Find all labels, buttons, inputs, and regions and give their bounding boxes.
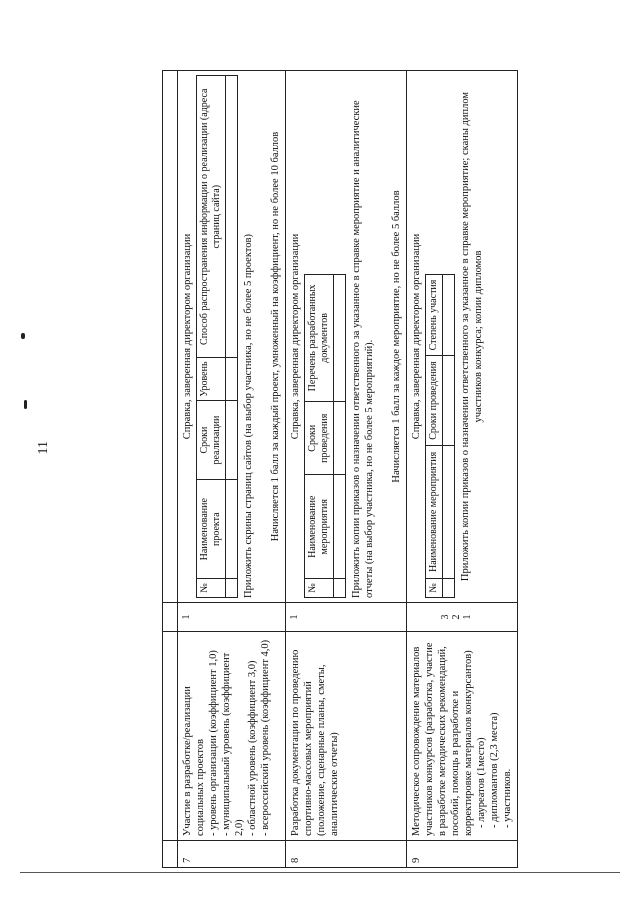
score-cell — [407, 603, 518, 632]
inner-header: № — [197, 579, 226, 598]
criterion-title — [407, 632, 518, 841]
table-row — [407, 71, 518, 868]
criterion-level: - дипломантов (2,3 места) — [489, 712, 500, 828]
inner-header: Сроки реализации — [197, 400, 226, 480]
table-row-header-stub — [163, 71, 178, 868]
score-cell — [286, 603, 407, 632]
table-row — [178, 71, 286, 868]
requirement-note: Приложить копии приказов о назначении ответственного за указанное в справке мероприятие и аналитические отчеты (на выбор участника, но не более 5 мероприятий). — [351, 100, 375, 598]
inner-header: № — [305, 579, 334, 598]
row-number: 8 — [286, 841, 407, 868]
criterion-level: - всероссийский уровень (коэффициент 4,0) — [260, 639, 271, 836]
scan-speck — [24, 400, 27, 409]
requirement-note: Приложить скрины страниц сайтов (на выбор участника, но не более 5 проектов) — [243, 234, 254, 598]
requirements-cell — [407, 71, 518, 603]
inner-table — [196, 75, 238, 598]
inner-header: № — [426, 579, 443, 598]
inner-table-caption: Справка, заверенная директором организации — [411, 233, 422, 440]
score-value: 3 — [440, 614, 451, 620]
score-value: 1 — [289, 614, 300, 620]
criterion-level: - областной уровень (коэффициент 3,0) — [247, 660, 258, 836]
criteria-table — [162, 70, 518, 868]
criterion-title-text: Методическое сопровождение материалов участников конкурсов (разработка, участие в разработке методических рекомендаций, пособий, помощь в разработке и корректировке материалов конкурсантов) — [411, 642, 474, 836]
row-number: 7 — [178, 841, 286, 868]
inner-header: Наименование проекта — [197, 480, 226, 579]
table-row — [286, 71, 407, 868]
requirement-note: Приложить копии приказов о назначении ответственного за указанное в справке мероприятие; сканы диплом участников конкурса; копии дипломов — [460, 91, 484, 582]
inner-header: Сроки проведения — [305, 402, 334, 476]
inner-header: Способ распространения информации о реализации (адреса страниц сайта) — [197, 76, 226, 358]
inner-header: Наименование мероприятия — [426, 445, 443, 578]
requirements-cell — [178, 71, 286, 603]
criterion-level: - муниципальный уровень (коэффициент 2,0) — [221, 652, 245, 836]
criterion-level: - уровень организации (коэффициент 1,0) — [208, 650, 219, 836]
criterion-title — [286, 632, 407, 841]
inner-header: Уровень — [197, 358, 226, 400]
inner-table — [304, 274, 346, 598]
criterion-level: - лауреатов (1место) — [476, 737, 487, 828]
inner-header: Сроки проведения — [426, 356, 443, 446]
scan-speck — [21, 333, 25, 339]
inner-table-caption: Справка, заверенная директором организации — [182, 233, 193, 440]
inner-header: Степень участия — [426, 274, 443, 355]
inner-table-caption: Справка, заверенная директором организации — [290, 233, 301, 440]
criterion-level: - участников. — [502, 768, 513, 828]
score-value: 2 — [451, 614, 462, 620]
requirements-cell — [286, 71, 407, 603]
criterion-title — [178, 632, 286, 841]
scoring-note: Начисляется 1 балл за каждое мероприятие, но не более 5 баллов — [391, 190, 402, 483]
inner-header: Перечень разработанных документов — [305, 274, 334, 401]
scoring-note: Начисляется 1 балл за каждый проект, умноженный на коэффициент, но не более 10 баллов — [270, 131, 281, 542]
criterion-title-text: Разработка документации по проведению спортивно-массовых мероприятий (положение, сценарные планы, сметы, аналитические отчеты) — [290, 649, 340, 836]
score-value: 1 — [181, 614, 192, 620]
inner-table — [425, 274, 455, 598]
row-number: 9 — [407, 841, 518, 868]
score-value: 1 — [462, 614, 473, 620]
scan-edge-line — [20, 872, 620, 873]
criterion-title-text: Участие в разработке/реализации социальных проектов — [182, 686, 206, 836]
score-cell — [178, 603, 286, 632]
inner-header: Наименование мероприятия — [305, 475, 334, 579]
page-number: 11 — [36, 441, 51, 455]
